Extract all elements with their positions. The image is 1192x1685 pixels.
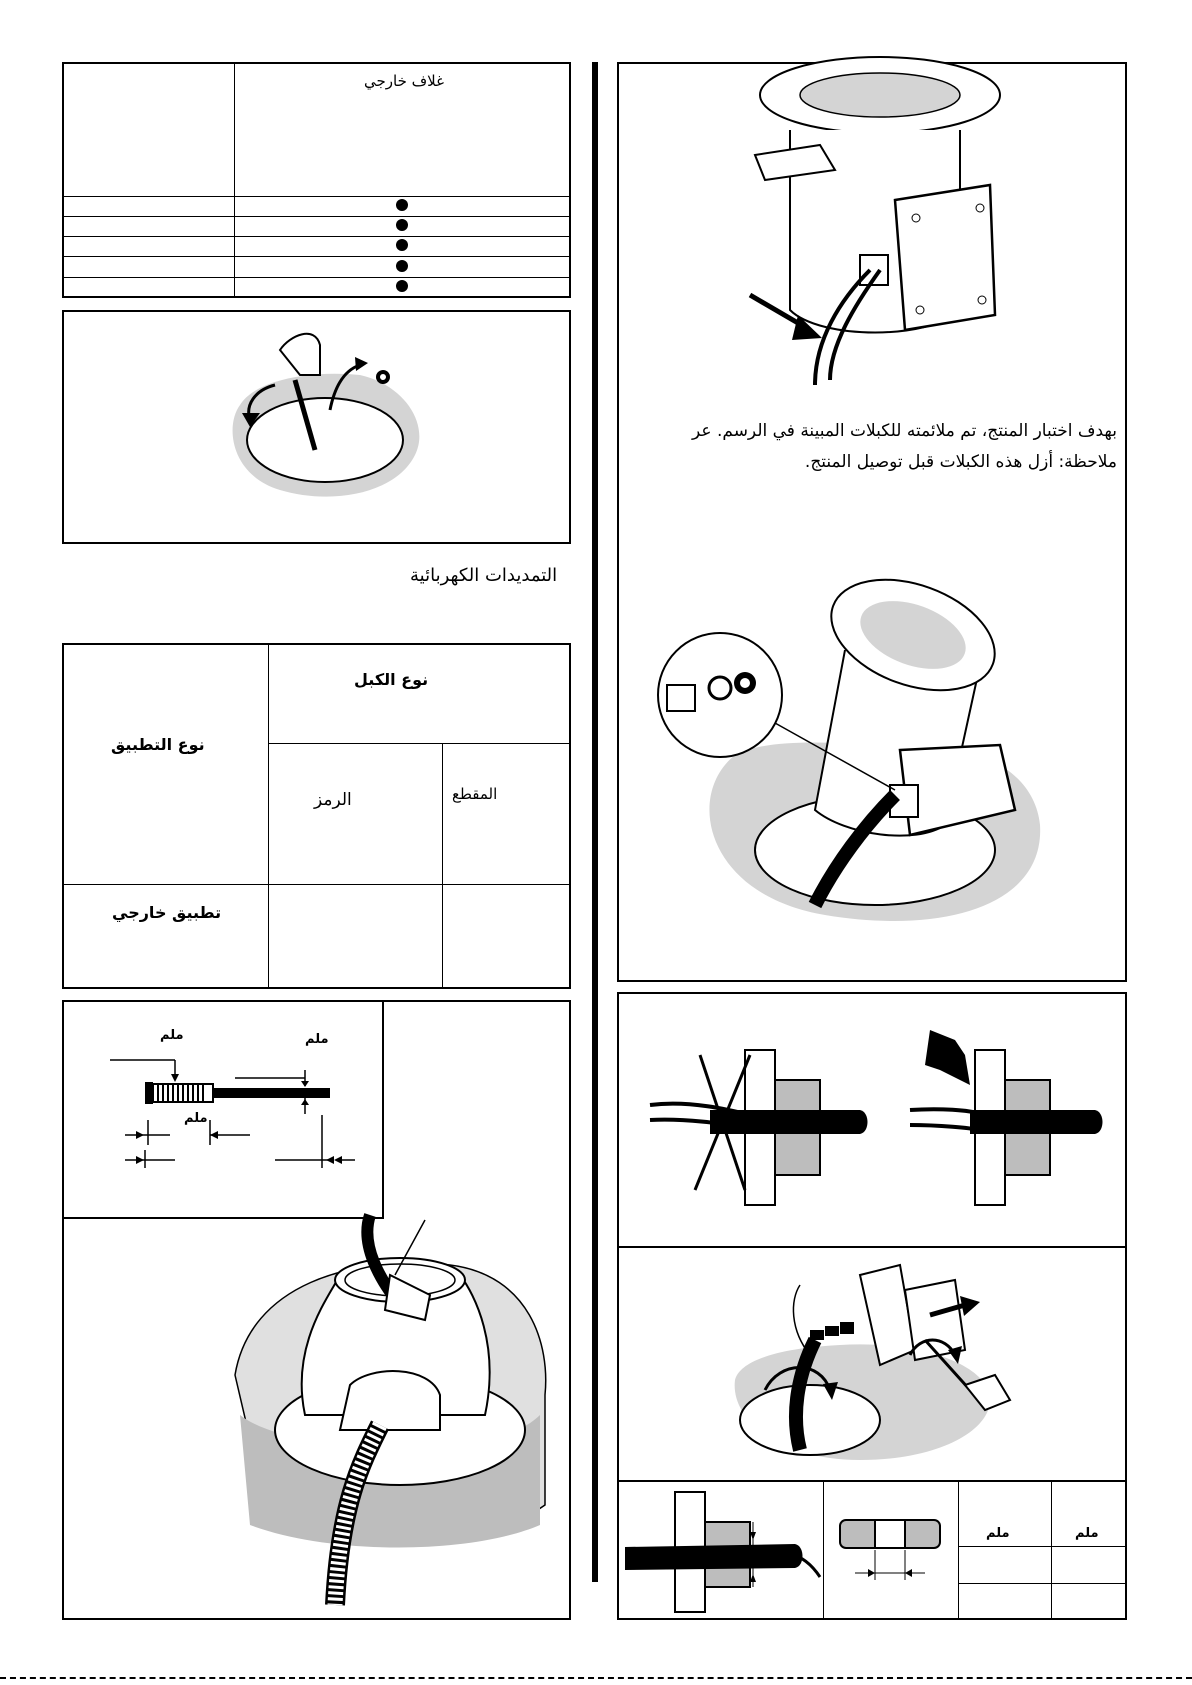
- bottom-rule: [0, 1677, 1192, 1679]
- cable-type-header: نوع الكبل: [354, 670, 429, 689]
- casing-row-5-mark: [396, 280, 408, 292]
- gasket-col2-unit: ملم: [1075, 1526, 1099, 1541]
- cable-table: [62, 643, 571, 989]
- cover-removal-illustration: [720, 1260, 1030, 1470]
- casing-row-4-mark: [396, 260, 408, 272]
- gland-section-illustration: [620, 1482, 820, 1617]
- cable-strip-dimension-drawing: [100, 1050, 360, 1180]
- conduit-installation-illustration: [230, 1225, 550, 1605]
- casing-row-2-mark: [396, 219, 408, 231]
- gland-correct-illustration: [910, 1030, 1110, 1210]
- casing-row-1-mark: [396, 199, 408, 211]
- dim-label-right: ملم: [305, 1032, 329, 1047]
- knockout-illustration: [220, 315, 440, 505]
- outdoor-application-label: تطبيق خارجي: [112, 903, 222, 922]
- cross-section-header: المقطع: [452, 785, 498, 803]
- test-note-line2: ملاحظة: أزل هذه الكبلات قبل توصيل المنتج.: [804, 452, 1117, 472]
- column-divider: [592, 62, 598, 1582]
- application-type-header: نوع التطبيق: [111, 735, 205, 754]
- symbol-header: الرمز: [314, 790, 352, 810]
- dim-label-middle: ملم: [184, 1111, 208, 1126]
- casing-table: [62, 62, 571, 298]
- gasket-col1-unit: ملم: [986, 1526, 1010, 1541]
- test-note-line1: بهدف اختبار المنتج، تم ملائمته للكبلات المبينة في الرسم. عر: [692, 421, 1117, 441]
- section-title: التمديدات الكهربائية: [410, 565, 558, 586]
- gland-incorrect-illustration: [650, 1040, 870, 1210]
- gasket-section-illustration: [830, 1510, 950, 1590]
- dim-label-left: ملم: [160, 1028, 184, 1043]
- casing-table-header: غلاف خارجي: [364, 72, 444, 90]
- luminaire-cables-illustration: [730, 70, 1030, 390]
- casing-row-3-mark: [396, 239, 408, 251]
- luminaire-gland-illustration: [645, 575, 1055, 955]
